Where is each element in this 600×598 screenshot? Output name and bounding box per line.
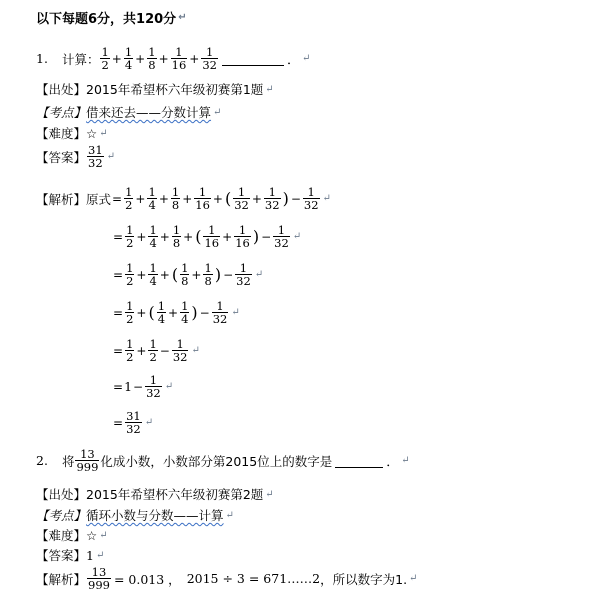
q1-analysis-step-3: = $\frac{1}{2}$ + $\frac{1}{4}$ + ( $\frac{1}{8}$ + $\frac{1}{8}$ ) − $\frac{1}{32}$ ↵ (113, 261, 264, 288)
q1-point: 【考点】 借来还去——分数计算 ↵ (36, 105, 222, 120)
fraction: $\frac{1}{2}$ (101, 45, 109, 72)
return-mark: ↵ (178, 12, 187, 23)
q1-analysis-step-1: 【解析】 原式 = $\frac{1}{2}$ + $\frac{1}{4}$ + $\frac{1}{8}$ + $\frac{1}{16}$ + ( $\frac{1}{32}$ + $\frac{1}{32}$ ) − $\frac{1}{32}$ ↵ (36, 185, 331, 212)
section-heading: 以下每题6分，共120分 ↵ (36, 12, 187, 27)
q1-analysis-step-6: = 1 − $\frac{1}{32}$ ↵ (113, 373, 174, 400)
plus-sign: + (111, 51, 122, 66)
q1-problem: 1. 计算： $\frac{1}{2}$ + $\frac{1}{4}$ + $\frac{1}{8}$ + $\frac{1}{16}$ + $\frac{1}{32}$ ． ↵ (36, 45, 311, 72)
q1-analysis-step-5: = $\frac{1}{2}$ + $\frac{1}{2}$ − $\frac{1}{32}$ ↵ (113, 337, 200, 364)
q1-prompt: 计算： (61, 51, 100, 67)
fraction: $\frac{1}{32}$ (202, 45, 217, 72)
q1-difficulty: 【难度】 ☆ ↵ (36, 125, 108, 141)
fraction: $\frac{1}{4}$ (124, 45, 133, 72)
star-icon: ☆ (86, 527, 98, 543)
answer-blank[interactable] (335, 453, 383, 468)
plus-sign: + (158, 51, 169, 66)
answer-fraction: $\frac{31}{32}$ (88, 143, 103, 170)
q1-source: 【出处】 2015年希望杯六年级初赛第1题 ↵ (36, 82, 274, 97)
q1-number: 1. (36, 51, 48, 66)
star-icon: ☆ (86, 125, 98, 141)
q1-answer: 【答案】 $\frac{31}{32}$ ↵ (36, 143, 116, 170)
q2-analysis: 【解析】 $\frac{13}{999}$ = 0.013 ， 2015 ÷ 3 = 671……2 ，所以数字为1. ↵ (36, 565, 418, 592)
fraction: $\frac{13}{999}$ (76, 447, 99, 474)
q2-difficulty: 【难度】 ☆ ↵ (36, 527, 108, 543)
plus-sign: + (135, 51, 146, 66)
q1-analysis-step-2: = $\frac{1}{2}$ + $\frac{1}{4}$ + $\frac{1}{8}$ + ( $\frac{1}{16}$ + $\frac{1}{16}$ ) − $\frac{1}{32}$ ↵ (113, 223, 302, 250)
q1-expression (99, 46, 219, 71)
q2-answer: 【答案】 1 ↵ (36, 547, 105, 563)
q2-problem: 2. 将 $\frac{13}{999}$ 化成小数，小数部分第2015位上的数字是 ． ↵ (36, 447, 410, 474)
q1-analysis-step-4: = $\frac{1}{2}$ + ( $\frac{1}{4}$ + $\frac{1}{4}$ ) − $\frac{1}{32}$ ↵ (113, 299, 240, 326)
plus-sign: + (189, 51, 200, 66)
q2-number: 2. (36, 453, 48, 468)
q2-source: 【出处】 2015年希望杯六年级初赛第2题 ↵ (36, 487, 274, 502)
q2-point: 【考点】 循环小数与分数——计算 ↵ (36, 508, 234, 523)
q1-analysis-result: = $\frac{31}{32}$ ↵ (113, 409, 154, 436)
fraction: $\frac{1}{8}$ (148, 45, 156, 72)
fraction: $\frac{1}{16}$ (171, 45, 187, 72)
answer-blank[interactable] (222, 51, 284, 66)
